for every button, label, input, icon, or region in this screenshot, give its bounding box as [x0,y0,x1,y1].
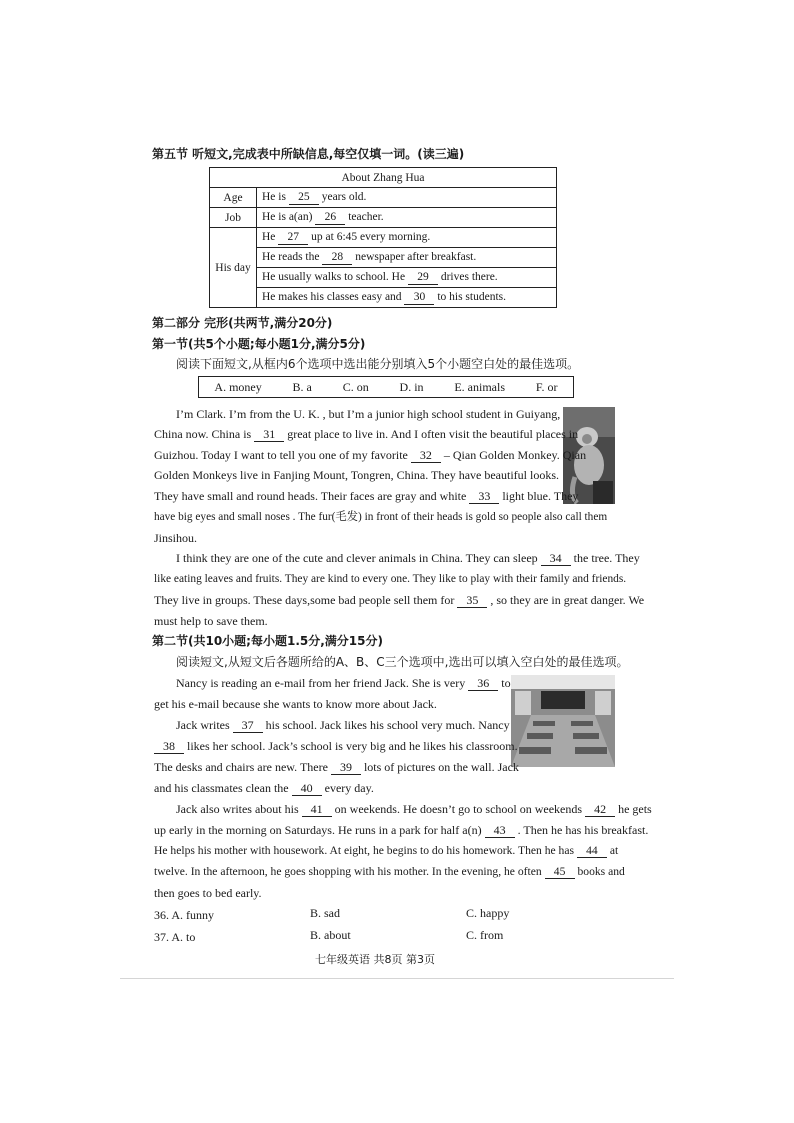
p2-line4: must help to save them. [154,614,268,628]
q-line10 [154,864,625,880]
p2-line2: like eating leaves and fruits. They are kind to every one. They like to play with their family and friends. [154,573,627,585]
option-c: C. on [342,379,369,394]
text: He makes his classes easy and [262,290,402,303]
option-f: F. or [535,379,558,394]
text: – Qian Golden Monkey. Qian [443,448,587,462]
text: up at 6:45 every morning. [311,230,431,243]
table-row [210,268,557,288]
zhang-hua-table [209,167,557,308]
text: twelve. In the afternoon, he goes shopping with his mother. In the evening, he often [154,865,542,878]
text: I think they are one of the cute and clever animals in China. They can sleep [176,551,538,565]
p1-line5 [154,488,578,504]
blank-33[interactable]: 33 [469,490,499,504]
blank-45[interactable]: 45 [545,865,575,879]
text: , so they are in great danger. We [490,593,645,607]
text: They live in groups. These days,some bad people sell them for [154,593,455,607]
text: Jack also writes about his [176,802,299,816]
p1-line1: I’m Clark. I’m from the U. K. , but I’m a junior high school student in Guiyang, [176,407,561,421]
q-line3 [176,717,510,733]
text: his school. Jack likes his school very much. Nancy [265,718,510,732]
blank-43[interactable]: 43 [485,824,515,838]
text: books and [577,865,625,878]
text: He reads the [262,250,320,263]
blank-36[interactable]: 36 [468,677,498,691]
text: He is a(an) [262,210,313,223]
text: and his classmates clean the [154,781,289,795]
blank-37[interactable]: 37 [233,719,263,733]
blank-41[interactable]: 41 [302,803,332,817]
blank-27[interactable]: 27 [278,231,308,245]
text: Jack writes [176,718,230,732]
text: The desks and chairs are new. There [154,760,328,774]
part2-title: 第二部分 完形(共两节,满分20分) [152,316,333,330]
q36-option-c[interactable]: C. happy [466,906,510,920]
q-line11: then goes to bed early. [154,886,262,900]
blank-29[interactable]: 29 [408,271,438,285]
job-cell [257,208,557,228]
blank-30[interactable]: 30 [404,291,434,305]
q37-option-c[interactable]: C. from [466,928,504,942]
option-b: B. a [292,379,312,394]
q-line6 [154,780,374,796]
text: the tree. They [573,551,640,565]
section2-title: 第二节(共10小题;每小题1.5分,满分15分) [152,634,383,648]
text: China now. China is [154,427,252,441]
text: They have small and round heads. Their faces are gray and white [154,489,467,503]
footer-divider [120,978,674,979]
text: to his students. [437,290,506,303]
text: lots of pictures on the wall. Jack [363,760,519,774]
blank-44[interactable]: 44 [577,844,607,858]
p2-line1 [176,550,640,566]
section2-instruction: 阅读短文,从短文后各题所给的A、B、C三个选项中,选出可以填入空白处的最佳选项。 [176,655,629,669]
p1-line7: Jinsihou. [154,531,198,545]
q-line5 [154,759,519,775]
text: he gets [618,802,652,816]
text: He helps his mother with housework. At eight, he begins to do his homework. Then he has [154,844,575,857]
table-row [210,228,557,248]
age-label: Age [210,188,257,208]
blank-26[interactable]: 26 [315,211,345,225]
text: great place to live in. And I often visit the beautiful places in [287,427,579,441]
blank-35[interactable]: 35 [457,594,487,608]
text: Nancy is reading an e-mail from her friend Jack. She is very [176,676,466,690]
blank-32[interactable]: 32 [411,449,441,463]
text: on weekends. He doesn’t go to school on weekends [334,802,583,816]
text: years old. [321,190,367,203]
p1-line3 [154,447,586,463]
option-e: E. animals [454,379,505,394]
section5-title: 第五节 听短文,完成表中所缺信息,每空仅填一词。(读三遍) [152,147,465,161]
p1-line6: have big eyes and small noses . The fur(毛发) in front of their heads is gold so people also call them [154,511,608,523]
text: at [609,844,619,857]
text: He [262,230,276,243]
table-row [210,188,557,208]
table-row [210,248,557,268]
table-row [210,288,557,308]
options-box [198,376,574,398]
option-d: D. in [399,379,424,394]
table-header: About Zhang Hua [210,168,557,188]
day-cell-4 [257,288,557,308]
text: to [501,676,511,690]
option-a: A. money [214,379,262,394]
section1-title: 第一节(共5个小题;每小题1分,满分5分) [152,337,366,351]
q37-option-b[interactable]: B. about [310,928,351,942]
text: likes her school. Jack’s school is very big and he likes his classroom. [187,739,518,753]
classroom-photo [511,675,615,767]
q-line4 [154,738,518,754]
day-cell-2 [257,248,557,268]
job-label: Job [210,208,257,228]
text: drives there. [440,270,498,283]
q-line1 [176,675,511,691]
q-line2: get his e-mail because she wants to know more about Jack. [154,697,437,711]
blank-34[interactable]: 34 [541,552,571,566]
blank-38[interactable]: 38 [154,740,184,754]
blank-42[interactable]: 42 [585,803,615,817]
text: teacher. [348,210,384,223]
page-footer: 七年级英语 共8页 第3页 [315,953,435,966]
text: Guizhou. Today I want to tell you one of my favorite [154,448,408,462]
text: light blue. They [502,489,579,503]
text: every day. [324,781,374,795]
blank-39[interactable]: 39 [331,761,361,775]
p2-line3 [154,592,644,608]
table-row [210,208,557,228]
q37-option-a[interactable]: 37. A. to [154,930,196,944]
q36-option-a[interactable]: 36. A. funny [154,908,214,922]
q-line7 [176,801,652,817]
q-line9 [154,843,618,859]
q36-option-b[interactable]: B. sad [310,906,340,920]
section1-instruction: 阅读下面短文,从框内6个选项中选出能分别填入5个小题空白处的最佳选项。 [176,357,580,371]
q-line8 [154,822,648,838]
text: newspaper after breakfast. [355,250,477,263]
text: He usually walks to school. He [262,270,406,283]
blank-40[interactable]: 40 [292,782,322,796]
text: . Then he has his breakfast. [517,823,649,837]
text: He is [262,190,286,203]
p1-line2 [154,426,578,442]
age-cell [257,188,557,208]
day-cell-3 [257,268,557,288]
his-day-label: His day [210,228,257,308]
p1-line4: Golden Monkeys live in Fanjing Mount, Tongren, China. They have beautiful looks. [154,468,559,482]
blank-31[interactable]: 31 [254,428,284,442]
day-cell-1 [257,228,557,248]
blank-28[interactable]: 28 [322,251,352,265]
text: up early in the morning on Saturdays. He runs in a park for half a(n) [154,823,482,837]
blank-25[interactable]: 25 [289,191,319,205]
